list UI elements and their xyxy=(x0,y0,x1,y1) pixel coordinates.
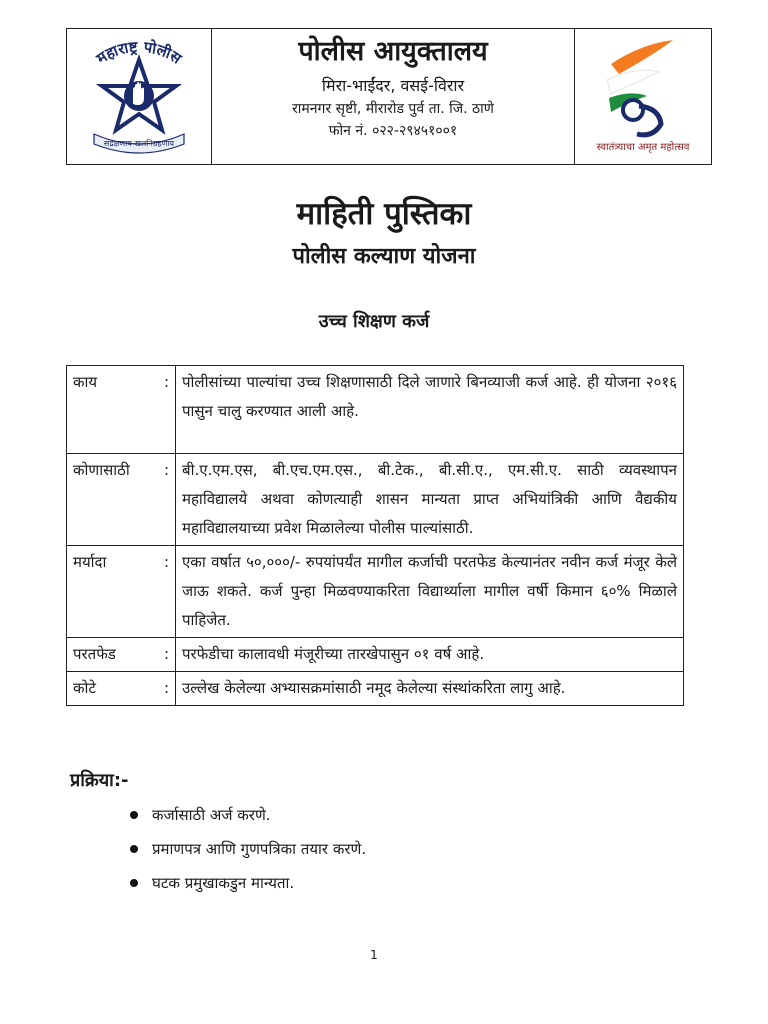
row-separator: : xyxy=(163,645,169,663)
list-item xyxy=(130,832,366,866)
amrit-mahotsav-logo-icon xyxy=(581,36,705,158)
row-label-cell xyxy=(67,546,176,638)
list-item xyxy=(130,798,366,832)
office-address-cell xyxy=(212,29,575,164)
booklet-title: माहिती पुस्तिका xyxy=(296,196,472,232)
row-label-cell xyxy=(67,454,176,546)
office-jurisdiction: मिरा-भाईंदर, वसई-विरार xyxy=(321,76,465,95)
page-number: 1 xyxy=(370,948,378,962)
process-steps-list xyxy=(130,798,366,900)
row-description: उल्लेख केलेल्या अभ्यासक्रमांसाठी नमूद केलेल्या संस्थांकरिता लागु आहे. xyxy=(176,672,684,706)
table-row xyxy=(67,366,684,454)
step-text: प्रमाणपत्र आणि गुणपत्रिका तयार करणे. xyxy=(152,840,367,858)
step-text: कर्जासाठी अर्ज करणे. xyxy=(152,806,271,824)
row-label: काय xyxy=(73,373,98,391)
table-row xyxy=(67,672,684,706)
row-description: बी.ए.एम.एस, बी.एच.एम.एस., बी.टेक., बी.सी.ए., एम.सी.ए. साठी व्यवस्थापन महाविद्यालये अथवा कोणत्याही शासन मान्यता प्राप्त अभियांत्रिकी आणि वैद्यकीय महाविद्यालयाच्या प्रवेश मिळालेल्या पोलीस पाल्यांसाठी. xyxy=(176,454,684,546)
maharashtra-police-emblem-icon xyxy=(74,38,204,156)
row-label-cell xyxy=(67,672,176,706)
table-row xyxy=(67,454,684,546)
section-heading: उच्च शिक्षण कर्ज xyxy=(318,311,430,332)
table-row xyxy=(67,638,684,672)
step-text: घटक प्रमुखाकडुन मान्यता. xyxy=(152,874,295,892)
row-description: एका वर्षात ५०,०००/- रुपयांपर्यंत मागील कर्जाची परतफेड केल्यानंतर नवीन कर्ज मंजूर केले जाऊ शकते. कर्ज पुन्हा मिळवण्याकरिता विद्यार्थ्याला मागील वर्षी किमान ६०% मिळाले पाहिजेत. xyxy=(176,546,684,638)
row-separator: : xyxy=(163,373,169,391)
row-label: परतफेड xyxy=(73,645,116,663)
office-title: पोलीस आयुक्तालय xyxy=(298,36,488,67)
row-label: कोणासाठी xyxy=(73,461,130,479)
row-label: कोटे xyxy=(73,679,96,697)
scheme-title: पोलीस कल्याण योजना xyxy=(292,244,476,269)
row-description: पोलीसांच्या पाल्यांचा उच्च शिक्षणासाठी दिले जाणारे बिनव्याजी कर्ज आहे. ही योजना २०१६ पासुन चालु करण्यात आली आहे. xyxy=(176,366,684,454)
left-logo-cell xyxy=(67,29,212,164)
process-heading: प्रक्रिया:- xyxy=(70,770,129,791)
emblem-motto-text: सद्रक्षणाय खलनिग्रहणाय xyxy=(103,138,175,148)
list-item xyxy=(130,866,366,900)
bullet-icon xyxy=(130,845,138,853)
row-separator: : xyxy=(163,679,169,697)
row-label-cell xyxy=(67,366,176,454)
row-separator: : xyxy=(163,553,169,571)
letterhead xyxy=(66,28,712,165)
row-label-cell xyxy=(67,638,176,672)
bullet-icon xyxy=(130,811,138,819)
office-address: रामनगर सृष्टी, मीरारोड पुर्व ता. जि. ठाणे xyxy=(292,101,494,117)
bullet-icon xyxy=(130,879,138,887)
row-separator: : xyxy=(163,461,169,479)
right-logo-cell xyxy=(575,29,711,164)
emblem-top-text: महाराष्ट्र पोलीस xyxy=(93,37,185,68)
scheme-details-table xyxy=(66,365,684,706)
amrit-mahotsav-text: स्वातंत्र्याचा अमृत महोत्सव xyxy=(596,141,690,153)
row-description: परफेडीचा कालावधी मंजूरीच्या तारखेपासुन ०१ वर्ष आहे. xyxy=(176,638,684,672)
row-label: मर्यादा xyxy=(73,553,107,571)
office-phone: फोन नं. ०२२-२९४५१००१ xyxy=(328,123,458,139)
table-row xyxy=(67,546,684,638)
